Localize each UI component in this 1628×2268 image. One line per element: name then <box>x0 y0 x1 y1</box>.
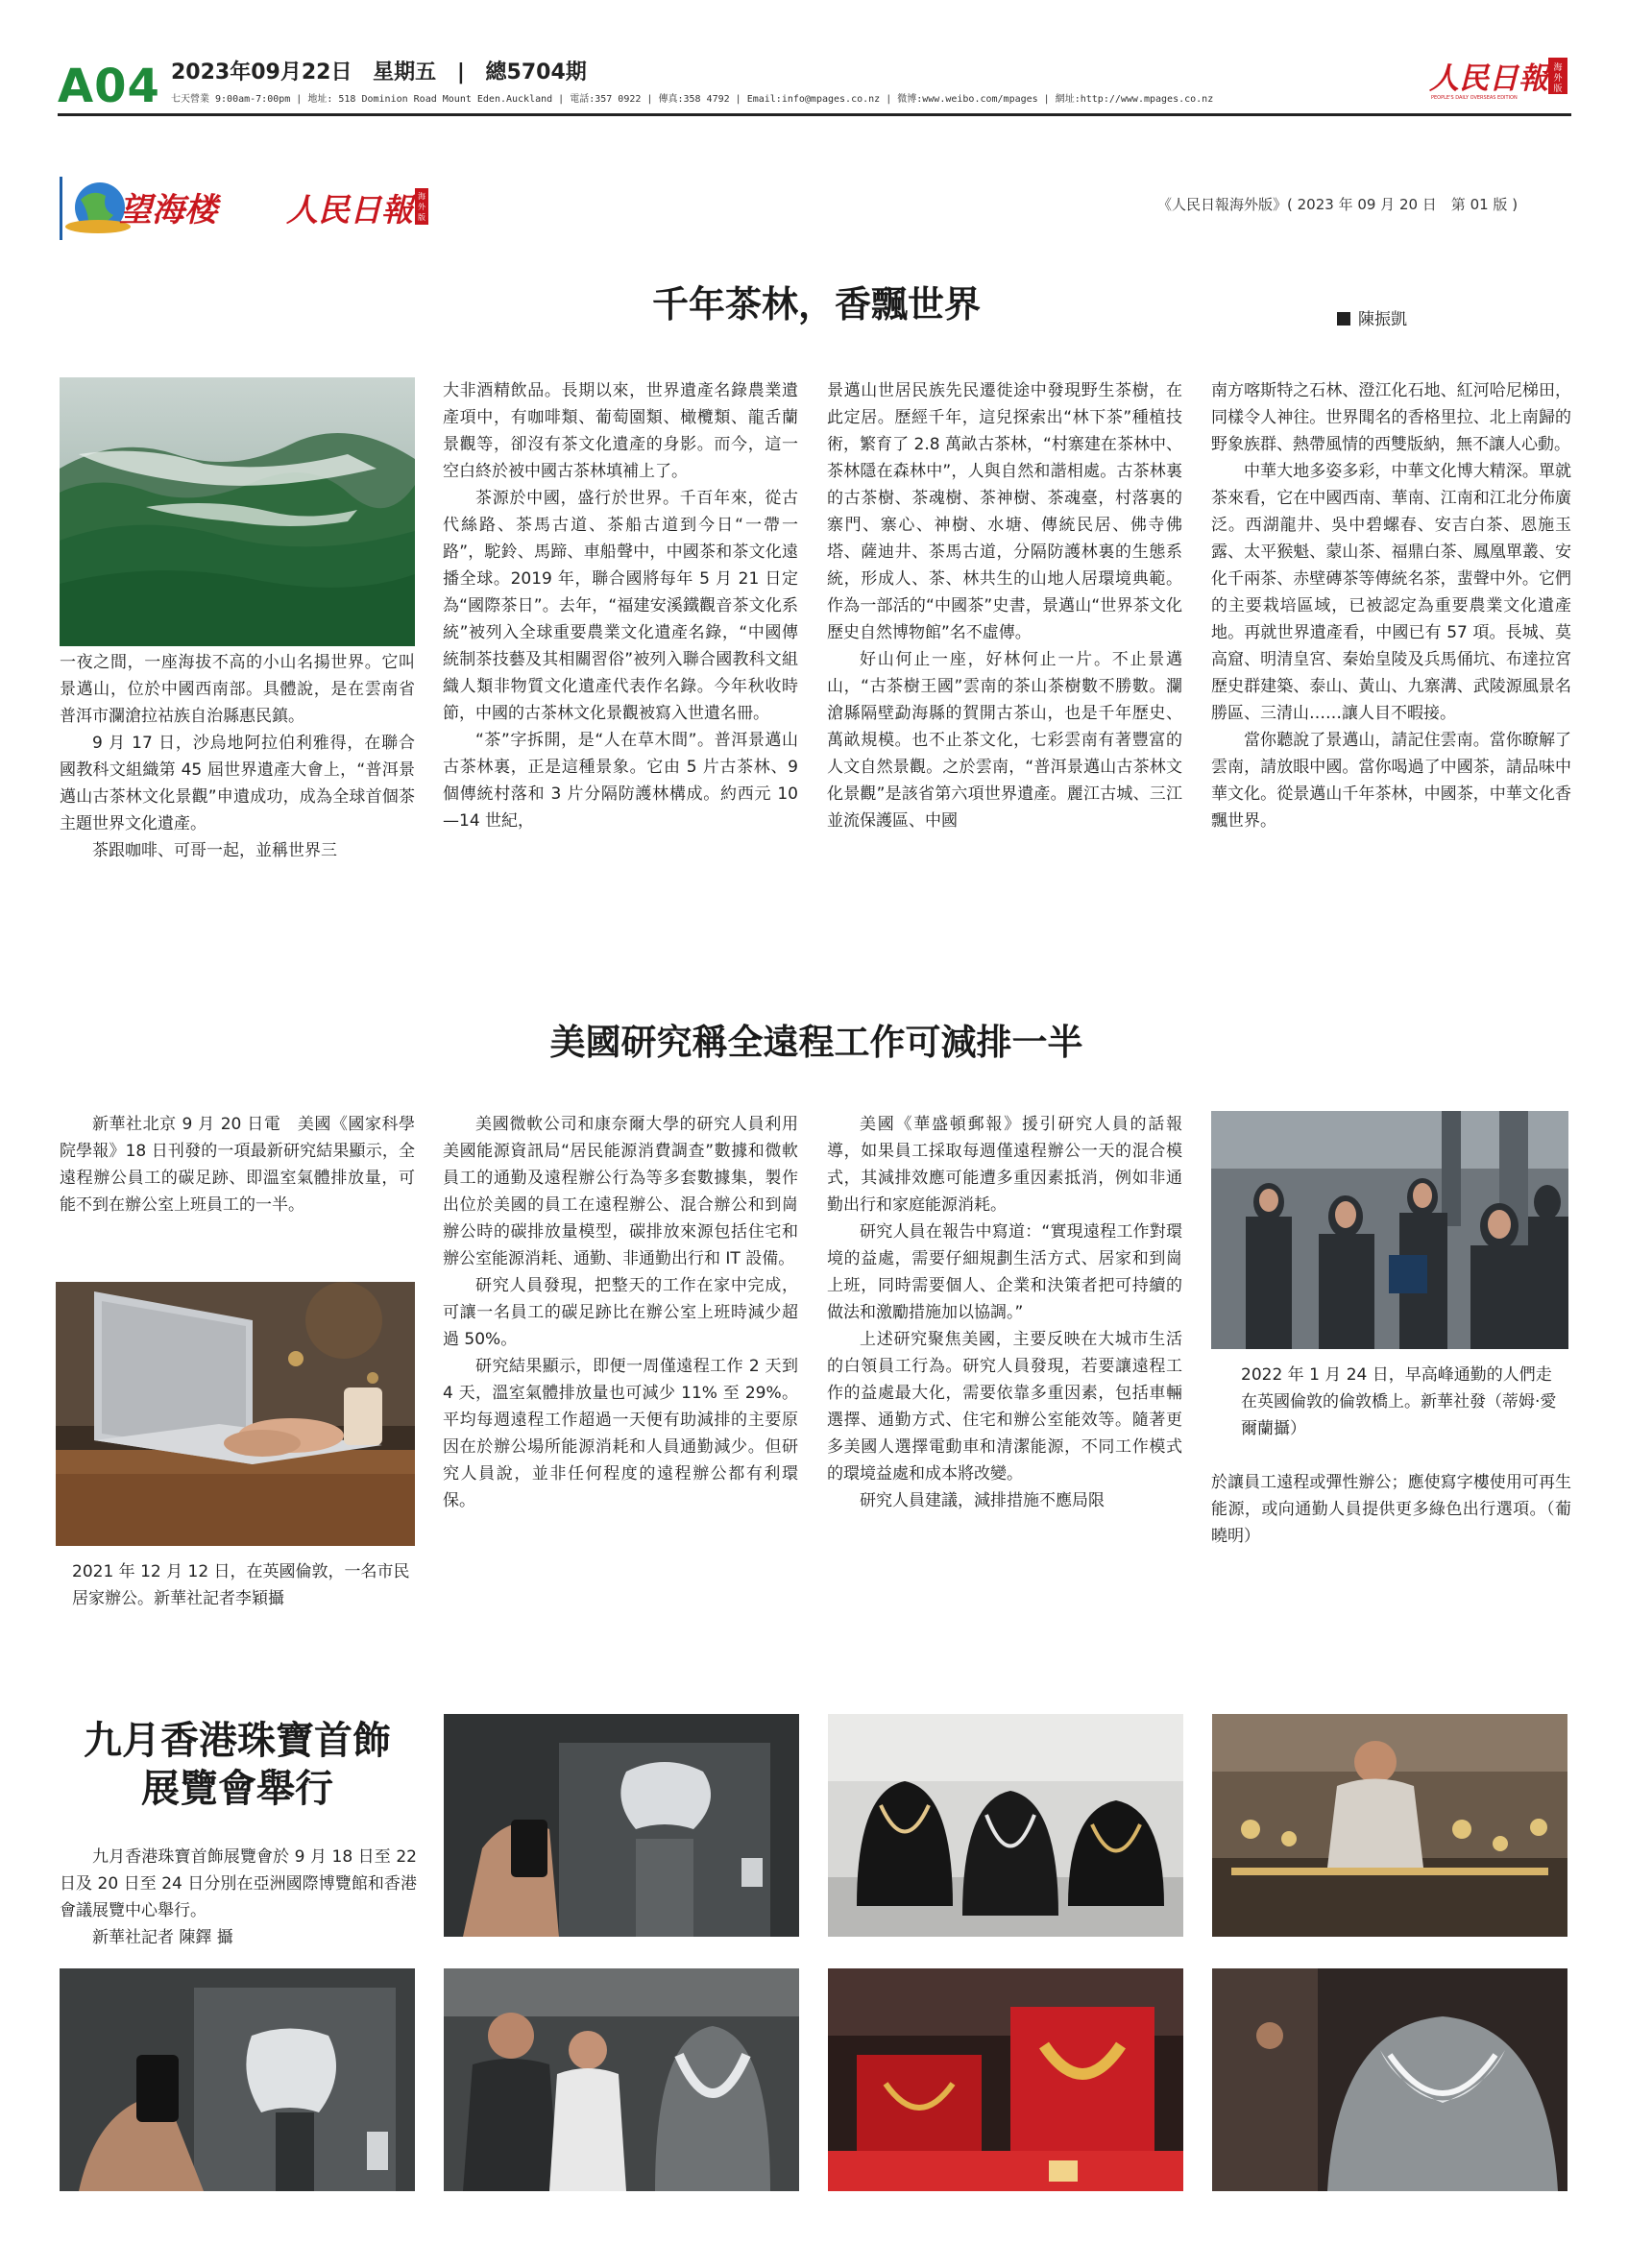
issue-date: 2023年09月22日 <box>171 60 352 84</box>
paragraph: 景邁山世居民族先民遷徙途中發現野生茶樹，在此定居。歷經千年，這兒探索出“林下茶”種植技術，繁育了 2.8 萬畝古茶林，“村寨建在茶林中、茶林隱在森林中”，人與自然和諧相處。古茶林裏的古茶樹、茶魂樹、茶神樹、茶魂臺，村落裏的寨門、寨心、神樹、水塘、傳統民居、佛寺佛塔、薩迪井、茶馬古道，分隔防護林裏的生態系統，形成人、茶、林共生的山地人居環境典範。作為一部活的“中國茶”史書，景邁山“世界茶文化歷史自然博物館”名不虛傳。 <box>827 381 1182 642</box>
peoples-daily-logo <box>286 181 430 240</box>
paragraph: “茶”字拆開，是“人在草木間”。普洱景邁山古茶林裏，正是這種景象。它由 5 片古茶林、9 個傳統村落和 3 片分隔防護林構成。約西元 10—14 世紀， <box>443 731 798 831</box>
paragraph: 當你聽說了景邁山，請記住雲南。當你瞭解了雲南，請放眼中國。當你喝過了中國茶，請品味中華文化。從景邁山千年茶林，中國茶，中華文化香飄世界。 <box>1211 731 1571 831</box>
article2-title: 美國研究稱全遠程工作可減排一半 <box>549 1022 1083 1063</box>
paragraph: 美國微軟公司和康奈爾大學的研究人員利用美國能源資訊局“居民能源消費調查”數據和微軟員工的通勤及遠程辦公行為等多套數據集，製作出位於美國的員工在遠程辦公、混合辦公和到崗辦公時的碳排放量模型，碳排放來源包括住宅和辦公室能源消耗、通勤、非通勤出行和 IT 設備。 <box>443 1115 798 1268</box>
paragraph: 於讓員工遠程或彈性辦公；應使寫字樓使用可再生能源，或向通勤人員提供更多綠色出行選項。（葡曉明） <box>1211 1473 1571 1546</box>
gold-necklace-red-display-photo <box>828 1968 1183 2191</box>
paragraph: 茶源於中國，盛行於世界。千百年來，從古代絲路、茶馬古道、茶船古道到今日“一帶一路”，駝鈴、馬蹄、車船聲中，中國茶和茶文化遠播全球。2019 年，聯合國將每年 5 月 21 日定為“國際茶日”。去年，“福建安溪鐵觀音茶文化系統”被列入全球重要農業文化遺產名錄，“中國傳統制茶技藝及其相關習俗”被列入聯合國教科文組織人類非物質文化遺產代表作名錄。今年秋收時節，中國的古茶林文化景觀被寫入世遺名冊。 <box>443 489 798 723</box>
article2-col3 <box>827 1111 1182 1610</box>
source-line: 《人民日報海外版》( 2023 年 09 月 20 日 第 01 版 ) <box>1157 196 1519 213</box>
svg-text:版: 版 <box>418 213 425 222</box>
issue-date-line <box>171 56 600 85</box>
article1-col1 <box>60 649 415 937</box>
article2-caption1: 2021 年 12 月 12 日，在英國倫敦，一名市民居家辦公。新華社記者李穎攝 <box>72 1562 410 1608</box>
jewelry-booth-visitor-photo <box>1212 1714 1567 1937</box>
london-bridge-commuters-photo <box>1211 1111 1568 1349</box>
silver-necklace-bust-photo <box>1212 1968 1567 2191</box>
article1-col4 <box>1211 377 1571 934</box>
paragraph: 大非酒精飲品。長期以來，世界遺產名錄農業遺產項中，有咖啡類、葡萄園類、橄欖類、龍舌蘭景觀等，卻沒有茶文化遺產的身影。而今，這一空白終於被中國古茶林填補上了。 <box>443 381 798 481</box>
article1-title: 千年茶林，香飄世界 <box>651 283 981 326</box>
paragraph: 一夜之間，一座海拔不高的小山名揚世界。它叫景邁山，位於中國西南部。具體說，是在雲南省普洱市瀾滄拉祜族自治縣惠民鎮。 <box>60 653 415 726</box>
paragraph: 好山何止一座，好林何止一片。不止景邁山，“古茶樹王國”雲南的茶山茶樹數不勝數。瀾滄縣隔壁勐海縣的賀開古茶山，也是千年歷史、萬畝規模。也不止茶文化，七彩雲南有著豐富的人文自然景觀。之於雲南，“普洱景邁山古茶林文化景觀”是該省第六項世界遺產。麗江古城、三江並流保護區、中國 <box>827 650 1182 831</box>
article1-col3 <box>827 377 1182 934</box>
issue-weekday: 星期五 <box>373 60 437 84</box>
article1-col2 <box>443 377 798 934</box>
laptop-typing-photo <box>56 1282 415 1546</box>
photo-credit: 新華社記者 陳鐸 攝 <box>92 1928 233 1947</box>
article2-caption2: 2022 年 1 月 24 日，早高峰通勤的人們走在英國倫敦的倫敦橋上。新華社發（蒂姆·愛爾蘭攝） <box>1241 1365 1557 1438</box>
svg-text:外: 外 <box>1553 74 1563 84</box>
article2-col1 <box>60 1111 415 1265</box>
paragraph: 9 月 17 日，沙烏地阿拉伯利雅得，在聯合國教科文組織第 45 屆世界遺產大會上，“普洱景邁山古茶林文化景觀”申遺成功，成為全球首個茶主題世界文化遺產。 <box>60 734 415 833</box>
peoples-daily-text: 人民日報 <box>286 191 413 229</box>
header-rule <box>58 113 1571 116</box>
svg-text:版: 版 <box>1553 84 1563 94</box>
article3-body <box>60 1844 417 1959</box>
paragraph: 研究人員建議，減排措施不應局限 <box>860 1491 1105 1510</box>
necklace-phone-closeup-photo <box>60 1968 415 2191</box>
wanghailou-text: 望海楼 <box>119 191 217 229</box>
paragraph: 研究人員在報告中寫道：“實現遠程工作對環境的益處，需要仔細規劃生活方式、居家和到崗上班，同時需要個人、企業和決策者把可持續的做法和激勵措施加以協調。” <box>827 1222 1182 1322</box>
article2-col4 <box>1211 1469 1571 1565</box>
paragraph: 上述研究聚焦美國，主要反映在大城市生活的白領員工行為。研究人員發現，若要讓遠程工作的益處最大化，需要依靠多重因素，包括車輛選擇、通勤方式、住宅和辦公室能效等。隨著更多美國人選擇電動車和清潔能源，不同工作模式的環境益處和成本將改變。 <box>827 1330 1182 1484</box>
paragraph: 九月香港珠寶首飾展覽會於 9 月 18 日至 22 日及 20 日至 24 日分別在亞洲國際博覽館和香港會議展覽中心舉行。 <box>60 1847 417 1920</box>
wanghailou-logo <box>60 171 256 246</box>
paragraph: 中華大地多姿多彩，中華文化博大精深。單就茶來看，它在中國西南、華南、江南和江北分佈廣泛。西湖龍井、吳中碧螺春、安吉白茶、恩施玉露、太平猴魁、蒙山茶、福鼎白茶、鳳凰單叢、安化千兩茶、赤壁磚茶等傳統名茶，蜚聲中外。它們的主要栽培區域，已被認定為重要農業文化遺產地。再就世界遺產看，中國已有 57 項。長城、莫高窟、明清皇宮、秦始皇陵及兵馬俑坑、布達拉宮歷史群建築、泰山、黃山、九寨溝、武陵源風景名勝區、三清山……讓人目不暇接。 <box>1211 462 1571 723</box>
contact-info-line: 七天營業 9:00am-7:00pm | 地址: 518 Dominion Road Mount Eden.Auckland | 電話:357 0922 | 傳真:358 4792 | Email:info@mpages.co.nz | 微博:www.weibo.com/mpages | 網址:http://www.mpages.co.nz <box>171 94 1214 105</box>
necklace-busts-photo <box>828 1714 1183 1937</box>
visitors-necklace-display-photo <box>444 1968 799 2191</box>
article2-col2 <box>443 1111 798 1610</box>
svg-text:外: 外 <box>418 203 425 211</box>
misty-mountain-forest-photo <box>60 377 415 646</box>
jewelry-display-phone-photo <box>444 1714 799 1937</box>
page-number: A04 <box>58 60 160 113</box>
paragraph: 研究結果顯示，即便一周僅遠程工作 2 天到 4 天，溫室氣體排放量也可減少 11% 至 29%。平均每週遠程工作超過一天便有助減排的主要原因在於辦公場所能源消耗和人員通勤減少。但研究人員說，並非任何程度的遠程辦公都有利環保。 <box>443 1357 798 1510</box>
paragraph: 美國《華盛頓郵報》援引研究人員的話報導，如果員工採取每週僅遠程辦公一天的混合模式，其減排效應可能遭多重因素抵消，例如非通勤出行和家庭能源消耗。 <box>827 1115 1182 1215</box>
paragraph: 南方喀斯特之石林、澄江化石地、紅河哈尼梯田，同樣令人神往。世界聞名的香格里拉、北上南歸的野象族群、熱帶風情的西雙版納，無不讓人心動。 <box>1211 381 1571 454</box>
article3-title <box>60 1717 415 1813</box>
svg-text:海: 海 <box>418 192 425 201</box>
masthead-logo <box>1429 54 1571 102</box>
svg-text:海: 海 <box>1553 63 1563 73</box>
paragraph: 新華社北京 9 月 20 日電 美國《國家科學院學報》18 日刊發的一項最新研究結果顯示，全遠程辦公員工的碳足跡、即溫室氣體排放量，可能不到在辦公室上班員工的一半。 <box>60 1115 415 1215</box>
masthead-logo-text: 人民日報 <box>1429 61 1548 96</box>
paragraph: 研究人員發現，把整天的工作在家中完成，可讓一名員工的碳足跡比在辦公室上班時減少超過 50%。 <box>443 1276 798 1349</box>
header-separator: | <box>456 60 465 84</box>
paragraph: 茶跟咖啡、可哥一起，並稱世界三 <box>92 841 337 860</box>
article3-title-line2: 展覽會舉行 <box>141 1767 333 1811</box>
svg-text:PEOPLE'S DAILY OVERSEAS EDITIO: PEOPLE'S DAILY OVERSEAS EDITION <box>1431 95 1518 101</box>
article1-author: 陳振凱 <box>1337 305 1407 329</box>
issue-number: 總5704期 <box>485 60 587 84</box>
article3-title-line1: 九月香港珠寶首飾 <box>84 1719 391 1763</box>
